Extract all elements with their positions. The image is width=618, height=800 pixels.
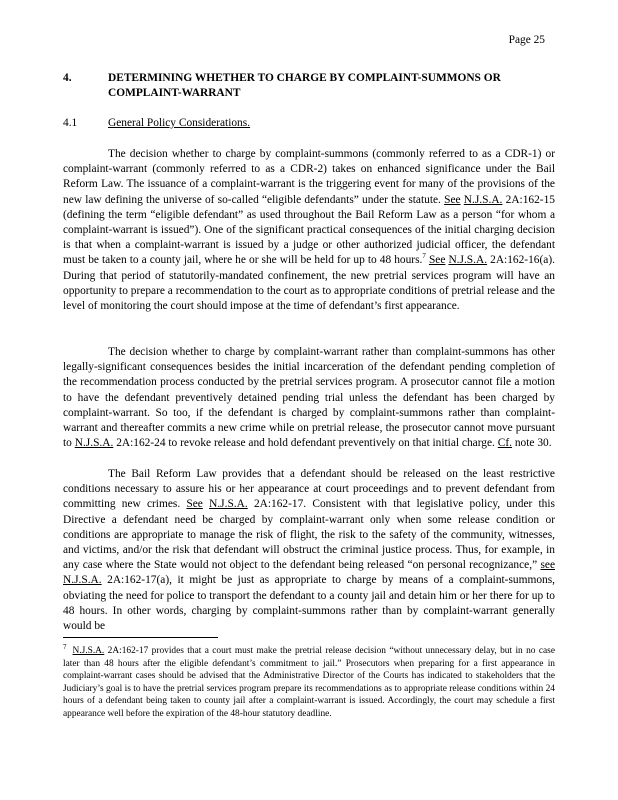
paragraph-3 — [63, 467, 555, 634]
page-number: Page 25 — [508, 34, 545, 46]
footnote-reference[interactable]: 7 — [422, 252, 426, 261]
paragraph-text: note 30. — [512, 437, 552, 450]
paragraph-2 — [63, 345, 555, 451]
paragraph-text: 2A:162-16(a). During that period of statutorily-mandated confinement, the new pretrial services program will have an opportunity to prepare a recommendation to the court as to appropriate conditions of pretrial release and the level of monitoring the court should impose at the time of defendant’s first appearance. — [63, 254, 555, 313]
statute-citation: N.J.S.A. — [63, 574, 102, 587]
see-signal: See — [428, 254, 446, 267]
subsection-number: 4.1 — [63, 117, 78, 129]
section-number: 4. — [63, 72, 72, 84]
footnote-number: 7 — [63, 642, 67, 651]
paragraph-text: 2A:162-24 to revoke release and hold defendant preventively on that initial charge. — [113, 437, 498, 450]
section-title: DETERMINING WHETHER TO CHARGE BY COMPLAINT-SUMMONS OR COMPLAINT-WARRANT — [108, 72, 501, 99]
see-signal: See — [186, 498, 203, 511]
statute-citation: N.J.S.A. — [72, 646, 105, 656]
statute-citation: N.J.S.A. — [463, 193, 503, 206]
subsection-title: General Policy Considerations. — [108, 117, 251, 129]
subsection-heading — [63, 117, 250, 129]
cf-signal: Cf. — [497, 437, 513, 450]
paragraph-text: 2A:162-15 (defining the term “eligible defendant” as used throughout the Bail Reform Law as a person “for whom a complaint-warrant is issued”). One of the significant practical consequences of the initial charging decision is that when a complaint-warrant is issued by a judge or other authorized judicial officer, the defendant must be taken to a county jail, where he or she will be held for up to 48 hours. — [63, 193, 555, 267]
statute-citation: N.J.S.A. — [209, 498, 248, 511]
see-signal: See — [444, 193, 461, 206]
see-signal: see — [540, 559, 555, 572]
paragraph-text: 2A:162-17. Consistent with that legislative policy, under this Directive a defendant need be charged by complaint-warrant only when some release condition or conditions are appropriate to manage the risk of flight, the risk to the safety of the community, witnesses, and victims, and/or the risk that defendant will obstruct the criminal justice process. Thus, for example, in any case where the State would not object to the defendant being released “on personal recognizance,” — [63, 498, 555, 572]
footnote — [63, 642, 555, 721]
paragraph-1 — [63, 147, 555, 314]
paragraph-text: 2A:162-17(a), it might be just as appropriate to charge by means of a complaint-summons, obviating the need for police to transport the defendant to a county jail and detain him or her there for up to 48 hours. In other words, charging by complaint-summons rather than by complaint-warrant generally would be — [63, 574, 555, 633]
footnote-divider — [63, 637, 218, 638]
statute-citation: N.J.S.A. — [74, 437, 114, 450]
paragraph-text: The decision whether to charge by complaint-warrant rather than complaint-summons has other legally-significant consequences besides the initial incarceration of the defendant pending completion of the recommendation process conducted by the pretrial services program. A prosecutor cannot file a motion to have the defendant preventively detained pending trial unless the defendant has been charged by complaint-warrant. So too, if the defendant is charged by complaint-summons rather than complaint-warrant and thereafter commits a new crime while on pretrial release, the prosecutor cannot move pursuant to — [63, 346, 555, 450]
paragraph-text: The decision whether to charge by complaint-summons (commonly referred to as a CDR-1) or complaint-warrant (commonly referred to as a CDR-2) takes on enhanced significance under the Bail Reform Law. The issuance of a complaint-warrant is the triggering event for many of the provisions of the new law defining the universe of so-called “eligible defendants” under the statute. — [63, 148, 555, 206]
paragraph-text: The Bail Reform Law provides that a defendant should be released on the least restrictive conditions necessary to assure his or her appearance at court proceedings and to prevent defendant from committing new crimes. — [63, 468, 555, 511]
statute-citation: N.J.S.A. — [448, 254, 488, 267]
section-heading — [63, 71, 553, 101]
footnote-text: 2A:162-17 provides that a court must make the pretrial release decision “without unnecessary delay, but in no case later than 48 hours after the eligible defendant’s commitment to jail.” Prosecutors when preparing for a first appearance in complaint-warrant cases should be advised that the Administrative Director of the Courts has indicated to stakeholders that the Judiciary’s goal is to have the pretrial services program prepare its recommendations as to appropriate release conditions within 24 hours of a defendant being taken to county jail after a complaint-warrant is issued. Accordingly, the court may schedule a first appearance well before the expiration of the 48-hour statutory deadline. — [63, 646, 555, 719]
